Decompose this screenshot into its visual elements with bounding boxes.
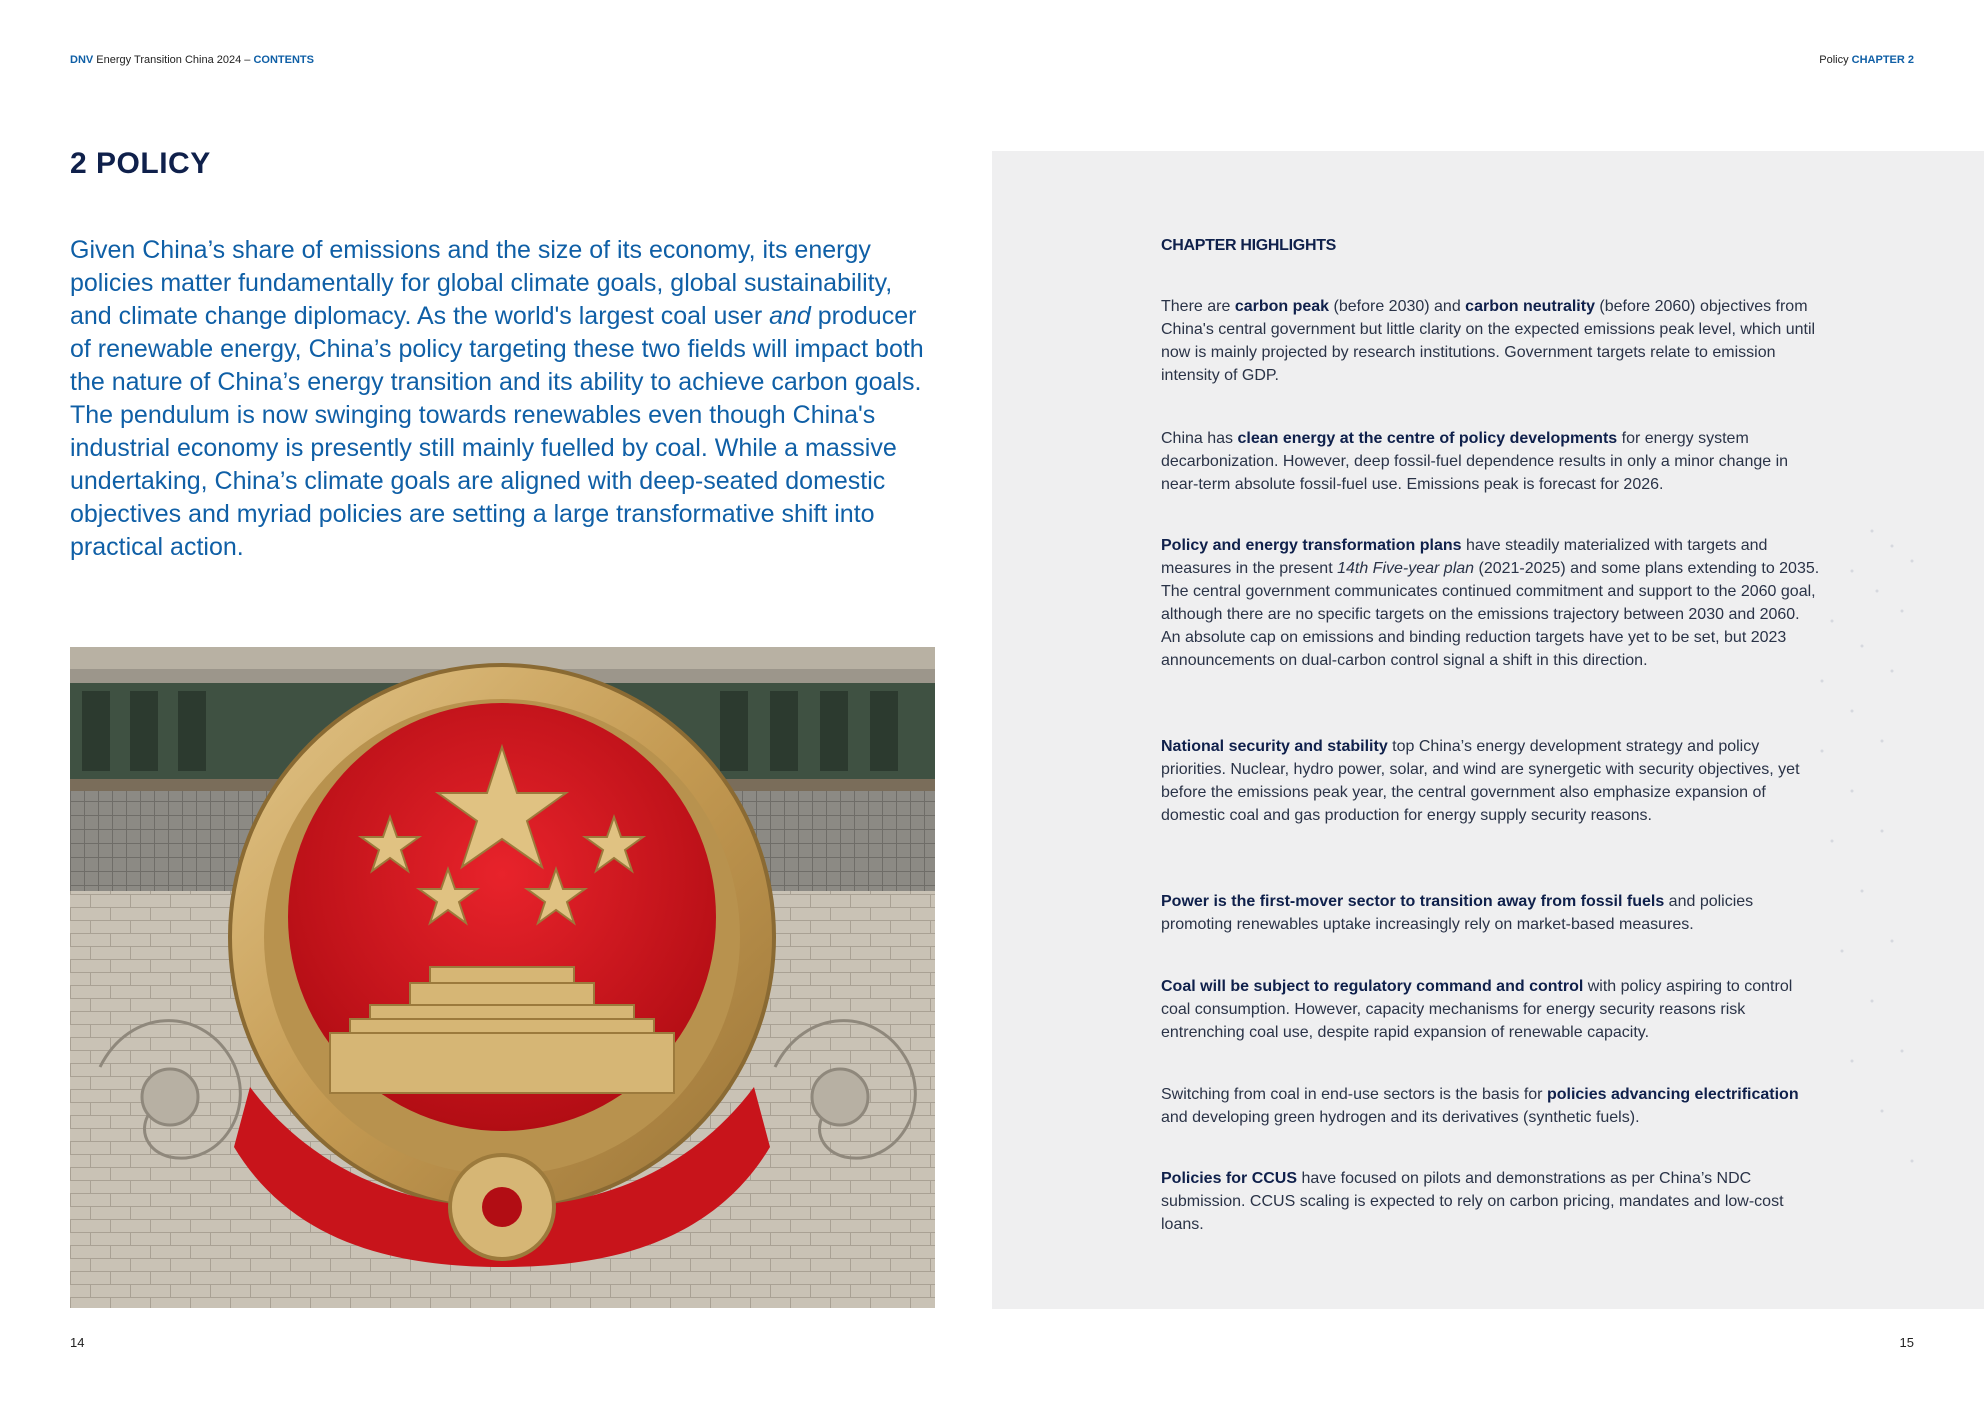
highlight-national-security (1161, 735, 1821, 827)
highlight-bold: carbon peak (1234, 298, 1330, 315)
highlight-bold: Policies for CCUS (1161, 1170, 1298, 1187)
highlight-ccus (1161, 1167, 1821, 1236)
highlight-clean-energy (1161, 427, 1821, 496)
page-number-right: 15 (1899, 1335, 1914, 1350)
intro-paragraph (70, 234, 940, 564)
highlight-text: have focused on pilots and demonstrations as per China’s NDC submission. CCUS scaling is expected to rely on carbon pricing, mandates and low-cost loans. (1161, 1170, 1784, 1233)
highlight-electrification (1161, 1083, 1821, 1129)
emblem-illustration (70, 647, 935, 1308)
highlight-text: (before 2030) and (1329, 298, 1466, 315)
highlight-bold: Coal will be subject to regulatory command and control (1161, 978, 1584, 995)
page-title: 2 POLICY (70, 147, 211, 180)
highlight-text: have steadily materialized with targets and measures in the present (1161, 537, 1768, 577)
intro-text-2: producer of renewable energy, China’s policy targeting these two fields will impact both the nature of China’s energy transition and its ability to achieve carbon goals. The pendulum is now swinging towards renewables even though China's industrial economy is presently still mainly fuelled by coal. While a massive undertaking, China’s climate goals are aligned with deep-seated domestic objectives and myriad policies are setting a large transformative shift into practical action. (70, 302, 924, 561)
highlight-text: Switching from coal in end-use sectors is the basis for (1161, 1086, 1547, 1103)
section-label: Policy (1819, 54, 1849, 66)
running-header-left (70, 54, 314, 66)
chapter-label: CHAPTER 2 (1851, 54, 1914, 66)
highlight-text: and developing green hydrogen and its derivatives (synthetic fuels). (1161, 1109, 1640, 1126)
highlight-text: and policies promoting renewables uptake increasingly rely on market-based measures. (1161, 893, 1754, 933)
national-emblem-photo (70, 647, 935, 1308)
intro-emphasis: and (769, 302, 811, 330)
contents-link[interactable]: CONTENTS (253, 54, 314, 66)
highlight-bold: carbon neutrality (1465, 298, 1595, 315)
highlight-text: (2021-2025) and some plans extending to 2035. The central government communicates continued commitment and support to the 2060 goal, although there are no specific targets on the emissions trajectory between 2030 and 2060. An absolute cap on emissions and binding reduction targets have yet to be set, but 2023 announcements on dual-carbon control signal a shift in this direction. (1161, 560, 1820, 669)
highlight-text: with policy aspiring to control coal consumption. However, capacity mechanisms for energy security reasons risk entrenching coal use, despite rapid expansion of renewable capacity. (1161, 978, 1793, 1041)
highlight-italic: 14th Five-year plan (1337, 560, 1475, 577)
highlight-bold: Policy and energy transformation plans (1161, 537, 1462, 554)
chapter-highlights-panel (992, 151, 1984, 1309)
page-number-left: 14 (70, 1335, 85, 1350)
highlights-heading: CHAPTER HIGHLIGHTS (1161, 237, 1337, 254)
running-header-right (1819, 54, 1914, 66)
report-title: Energy Transition China 2024 – (96, 54, 254, 66)
highlight-bold: clean energy at the centre of policy developments (1237, 430, 1618, 447)
highlight-carbon-targets (1161, 295, 1821, 387)
highlight-text: for energy system decarbonization. However, deep fossil-fuel dependence results in only a minor change in near-term absolute fossil-fuel use. Emissions peak is forecast for 2026. (1161, 430, 1789, 493)
highlight-coal-regulation (1161, 975, 1821, 1044)
highlight-transformation-plans (1161, 534, 1821, 672)
intro-text-1: Given China’s share of emissions and the size of its economy, its energy policies matter fundamentally for global climate goals, global sustainability, and climate change diplomacy. As the world's largest coal user (70, 236, 893, 330)
brand-label: DNV (70, 54, 94, 66)
highlight-text: China has (1161, 430, 1238, 447)
highlight-text: (before 2060) objectives from China's central government but little clarity on the expected emissions peak level, which until now is mainly projected by research institutions. Government targets relate to emission intensity of GDP. (1161, 298, 1816, 384)
highlight-bold: policies advancing electrification (1546, 1086, 1799, 1103)
highlight-bold: National security and stability (1161, 738, 1388, 755)
highlight-text: There are (1161, 298, 1235, 315)
highlight-power-sector (1161, 890, 1821, 936)
highlight-bold: Power is the first-mover sector to transition away from fossil fuels (1161, 893, 1665, 910)
highlight-text: top China’s energy development strategy and policy priorities. Nuclear, hydro power, solar, and wind are synergetic with security objectives, yet before the emissions peak year, the central government also emphasize expansion of domestic coal and gas production for energy supply security reasons. (1161, 738, 1800, 824)
